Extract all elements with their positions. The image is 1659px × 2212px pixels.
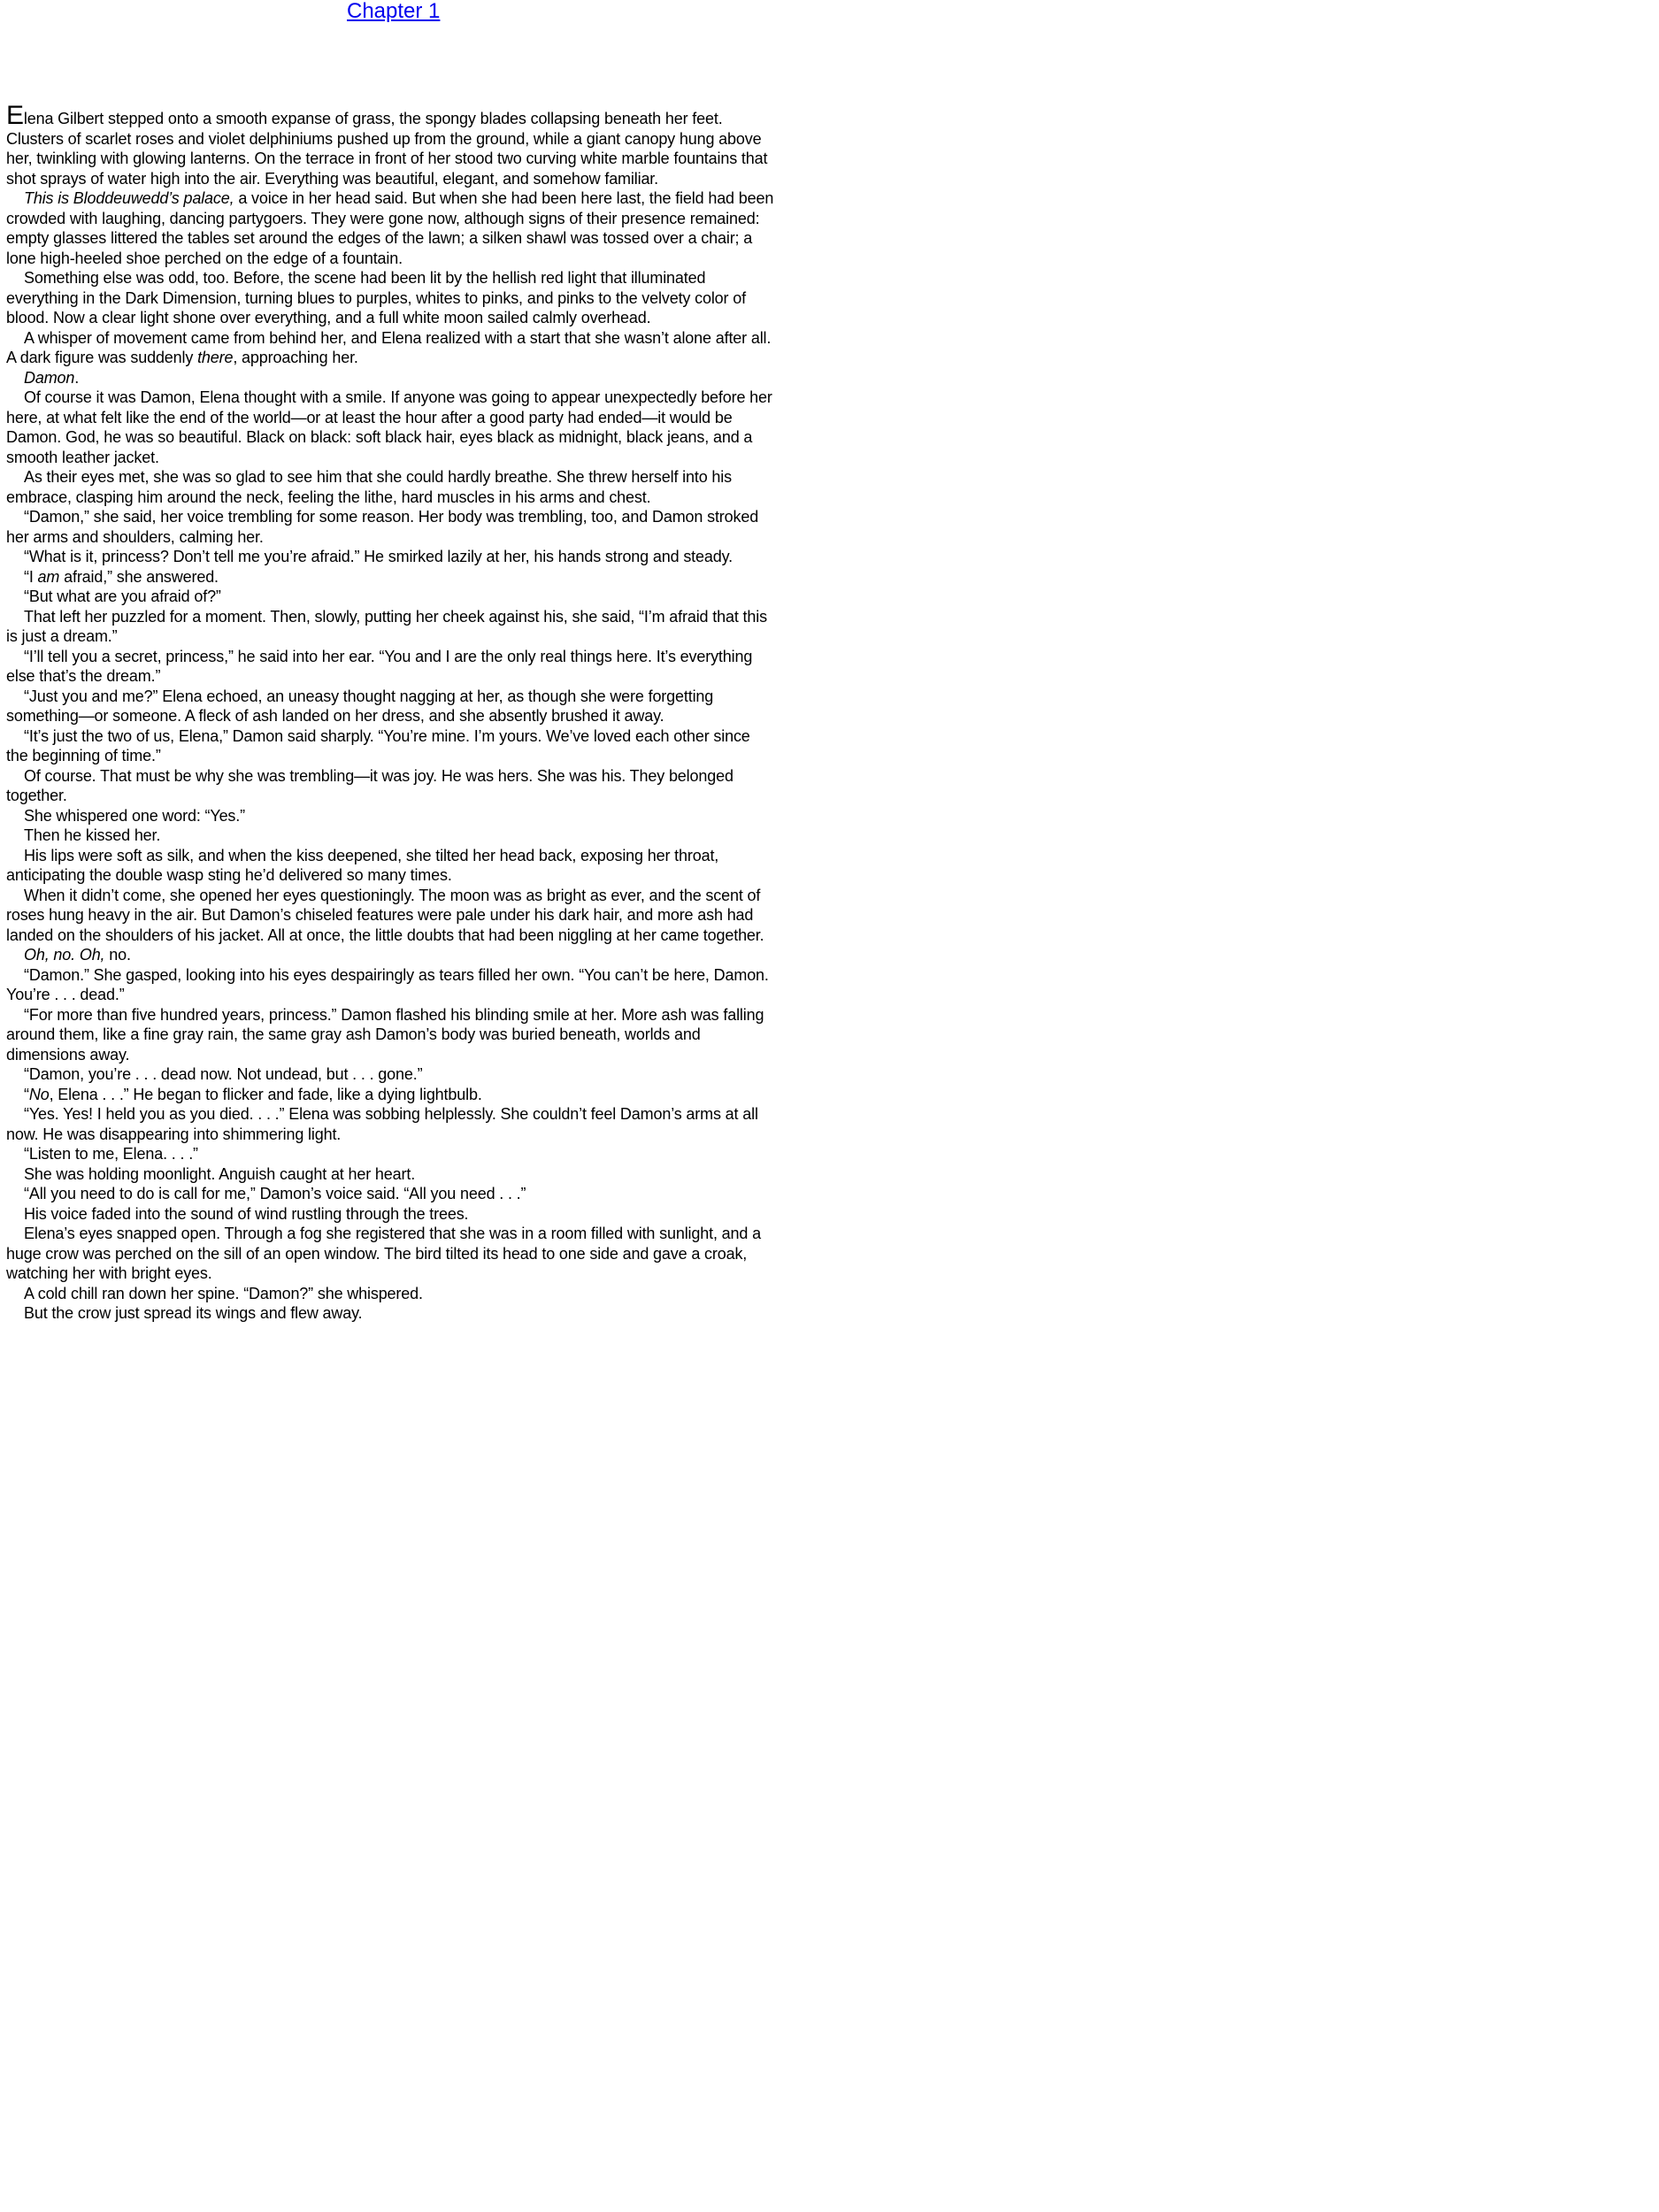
paragraph-text: . <box>74 368 80 387</box>
opening-paragraph <box>6 101 776 188</box>
paragraph-text: “For more than five hundred years, princess.” Damon flashed his blinding smile at her. More ash was falling around them, like a fine gray rain, the same gray ash Damon’s body was buried beneath, worlds and dimensions away. <box>6 1005 764 1064</box>
paragraph-text: Of course it was Damon, Elena thought with a smile. If anyone was going to appear unexpectedly before her here, at what felt like the end of the world—or at least the hour after a good party had ended—it would be Damon. God, he was so beautiful. Black on black: soft black hair, eyes black as midnight, black jeans, and a smooth leather jacket. <box>6 388 772 466</box>
paragraph-text: She whispered one word: “Yes.” <box>24 806 245 825</box>
story-paragraph <box>6 1064 776 1085</box>
story-paragraph <box>6 766 776 806</box>
drop-cap: E <box>6 101 24 130</box>
paragraph-text: “Listen to me, Elena. . . .” <box>24 1145 198 1163</box>
story-paragraph <box>6 547 776 567</box>
story-paragraph <box>6 647 776 687</box>
story-paragraph <box>6 467 776 507</box>
paragraph-text: But the crow just spread its wings and flew away. <box>24 1304 363 1322</box>
italic-text: Oh, no. Oh, <box>24 946 105 964</box>
story-paragraph <box>6 886 776 946</box>
paragraph-text: A cold chill ran down her spine. “Damon?” she whispered. <box>24 1284 423 1302</box>
paragraph-text: “Damon,” she said, her voice trembling for some reason. Her body was trembling, too, and Damon stroked her arms and shoulders, calming her. <box>6 508 759 546</box>
paragraph-text: His voice faded into the sound of wind rustling through the trees. <box>24 1204 469 1223</box>
paragraph-text: “It’s just the two of us, Elena,” Damon said sharply. “You’re mine. I’m yours. We’ve loved each other since the beginning of time.” <box>6 726 750 764</box>
paragraph-text: “What is it, princess? Don’t tell me you’re afraid.” He smirked lazily at her, his hands strong and steady. <box>24 548 733 565</box>
story-paragraph <box>6 1005 776 1065</box>
paragraph-text: “All you need to do is call for me,” Damon’s voice said. “All you need . . .” <box>24 1185 526 1202</box>
paragraph-text: She was holding moonlight. Anguish caught at her heart. <box>24 1164 416 1183</box>
story-paragraph <box>6 826 776 846</box>
story-paragraph <box>6 1184 776 1204</box>
italic-text: am <box>37 567 60 586</box>
opening-paragraph-text: lena Gilbert stepped onto a smooth expanse of grass, the spongy blades collapsing beneath her feet. Clusters of scarlet roses and violet delphiniums pushed up from the ground, while a giant canopy hung above her, twinkling with glowing lanterns. On the terrace in front of her stood two curving white marble fountains that shot sprays of water high into the air. Everything was beautiful, elegant, and somehow familiar. <box>6 110 768 188</box>
story-paragraph <box>6 1164 776 1185</box>
paragraph-text: His lips were soft as silk, and when the kiss deepened, she tilted her head back, exposing her throat, anticipating the double wasp sting he’d delivered so many times. <box>6 846 719 884</box>
paragraph-text: afraid,” she answered. <box>59 567 219 586</box>
paragraph-text: no. <box>104 946 131 964</box>
story-paragraph <box>6 388 776 467</box>
story-paragraph <box>6 567 776 588</box>
story-paragraph <box>6 587 776 607</box>
story-paragraph <box>6 1144 776 1164</box>
paragraph-text: Then he kissed her. <box>24 826 161 844</box>
story-paragraph <box>6 328 776 368</box>
paragraph-text: “Yes. Yes! I held you as you died. . . .” Elena was sobbing helplessly. She couldn’t feel Damon’s arms at all now. He was disappearing into shimmering light. <box>6 1105 758 1143</box>
paragraph-text: “But what are you afraid of?” <box>24 588 221 605</box>
story-paragraphs <box>6 188 776 1324</box>
story-paragraph <box>6 1303 776 1324</box>
paragraph-text: “I <box>24 567 38 586</box>
paragraph-text: When it didn’t come, she opened her eyes questioningly. The moon was as bright as ever, and the scent of roses hung heavy in the air. But Damon’s chiseled features were pale under his dark hair, and more ash had landed on the shoulders of his jacket. All at once, the little doubts that had been niggling at her came together. <box>6 886 764 944</box>
paragraph-text: “Just you and me?” Elena echoed, an uneasy thought nagging at her, as though she were forgetting something—or someone. A fleck of ash landed on her dress, and she absently brushed it away. <box>6 687 714 725</box>
paragraph-text: Elena’s eyes snapped open. Through a fog she registered that she was in a room filled with sunlight, and a huge crow was perched on the sill of an open window. The bird tilted its head to one side and gave a croak, watching her with bright eyes. <box>6 1225 761 1282</box>
story-paragraph <box>6 1224 776 1284</box>
story-paragraph <box>6 1204 776 1225</box>
story-paragraph <box>6 687 776 726</box>
story-paragraph <box>6 607 776 647</box>
italic-text: there <box>197 349 234 366</box>
paragraph-text: a voice in her head said. But when she had been here last, the field had been crowded with laughing, dancing partygoers. They were gone now, although signs of their presence remained: empty glasses littered the tables set around the edges of the lawn; a silken shawl was tossed over a chair; a lone high-heeled shoe perched on the edge of a fountain. <box>6 189 774 267</box>
paragraph-text: Of course. That must be why she was trembling—it was joy. He was hers. She was his. They belonged together. <box>6 766 733 804</box>
story-paragraph <box>6 945 776 965</box>
italic-text: Damon <box>24 368 75 387</box>
story-paragraph <box>6 1284 776 1304</box>
story-paragraph <box>6 726 776 766</box>
story-paragraph <box>6 806 776 826</box>
story-paragraph <box>6 1085 776 1105</box>
story-paragraph <box>6 268 776 328</box>
story-paragraph <box>6 368 776 388</box>
chapter-1-link[interactable]: Chapter 1 <box>347 0 441 23</box>
story-paragraph <box>6 507 776 547</box>
paragraph-text: Something else was odd, too. Before, the scene had been lit by the hellish red light that illuminated everything in the Dark Dimension, turning blues to purples, whites to pinks, and pinks to the velvety color of blood. Now a clear light shone over everything, and a full white moon sailed calmly overhead. <box>6 269 746 326</box>
paragraph-text: As their eyes met, she was so glad to see him that she could hardly breathe. She threw herself into his embrace, clasping him around the neck, feeling the lithe, hard muscles in his arms and chest. <box>6 468 732 506</box>
story-paragraph <box>6 846 776 886</box>
chapter-text <box>6 101 776 1324</box>
paragraph-text: A whisper of movement came from behind her, and Elena realized with a start that she wasn’t alone after all. A dark figure was suddenly <box>6 328 772 366</box>
paragraph-text: “Damon.” She gasped, looking into his eyes despairingly as tears filled her own. “You can’t be here, Damon. You’re . . . dead.” <box>6 965 769 1003</box>
italic-text: This is Bloddeuwedd’s palace, <box>24 189 234 207</box>
paragraph-text: , approaching her. <box>233 349 358 366</box>
italic-text: No <box>28 1085 50 1103</box>
story-paragraph <box>6 1104 776 1144</box>
paragraph-text: , Elena . . .” He began to flicker and fade, like a dying lightbulb. <box>49 1085 482 1103</box>
story-paragraph <box>6 965 776 1005</box>
paragraph-text: That left her puzzled for a moment. Then, slowly, putting her cheek against his, she said, “I’m afraid that this is just a dream.” <box>6 607 767 645</box>
paragraph-text: “Damon, you’re . . . dead now. Not undead, but . . . gone.” <box>24 1065 423 1083</box>
story-paragraph <box>6 188 776 268</box>
paragraph-text: “I’ll tell you a secret, princess,” he said into her ear. “You and I are the only real things here. It’s everything else that’s the dream.” <box>6 647 753 685</box>
paragraph-text: “ <box>24 1085 29 1103</box>
